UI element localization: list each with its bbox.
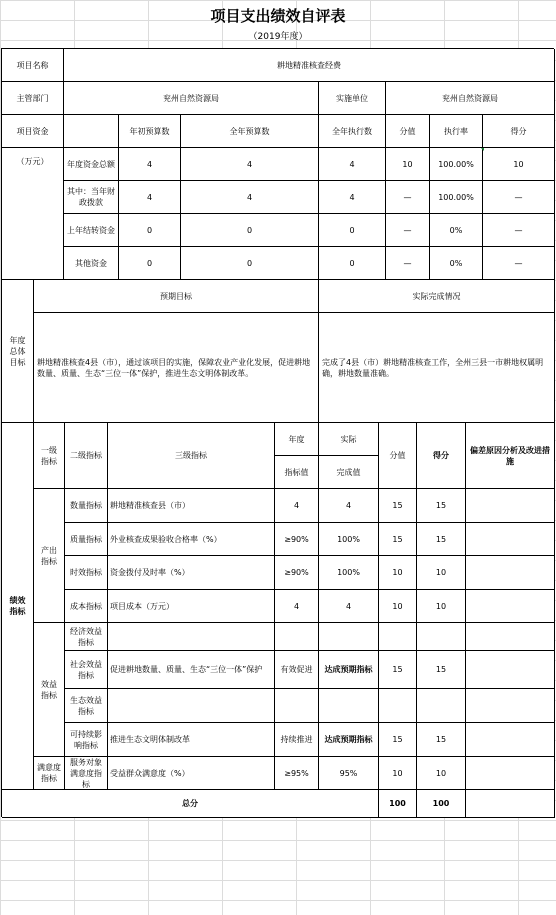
funds-row-label: 年度资金总额 [64, 148, 119, 181]
funds-row-weight: 10 [386, 148, 430, 181]
col-level2: 二级指标 [65, 423, 108, 489]
indicator-analysis [466, 757, 555, 790]
indicator-score [417, 623, 466, 651]
indicator-target: ≥90% [275, 556, 319, 590]
indicator-target: ≥90% [275, 523, 319, 556]
indicator-score: 15 [417, 489, 466, 523]
funds-row-label: 其中：当年财政拨款 [64, 181, 119, 214]
col-score: 得分 [483, 115, 555, 148]
impl-label: 实施单位 [319, 82, 386, 115]
funds-row-weight: — [386, 247, 430, 280]
indicator-target: ≥95% [275, 757, 319, 790]
funds-row-full: 0 [181, 214, 319, 247]
total-label: 总分 [2, 790, 379, 818]
impl-value: 兖州自然资源局 [386, 82, 555, 115]
funds-unit: （万元） [2, 148, 64, 280]
cell-comment-marker [481, 148, 484, 151]
col-analysis: 偏差原因分析及改进措施 [466, 423, 555, 489]
indicator-level3: 促进耕地数量、质量、生态“三位一体”保护 [108, 651, 275, 689]
indicator-actual: 达成预期指标 [319, 651, 379, 689]
funds-row-executed: 0 [319, 247, 386, 280]
project-name-label: 项目名称 [2, 49, 64, 82]
indicator-score: 15 [417, 723, 466, 757]
indicator-level3: 耕地精准核查县（市） [108, 489, 275, 523]
funds-row-weight: — [386, 181, 430, 214]
indicator-weight: 10 [379, 556, 417, 590]
funds-row-label: 上年结转资金 [64, 214, 119, 247]
indicator-analysis [466, 689, 555, 723]
indicator-actual: 4 [319, 590, 379, 623]
col-budget-full: 全年预算数 [181, 115, 319, 148]
indicator-weight: 15 [379, 523, 417, 556]
indicator-level3: 项目成本（万元） [108, 590, 275, 623]
level1-satisfaction: 满意度指标 [34, 757, 65, 790]
indicator-weight [379, 689, 417, 723]
indicator-analysis [466, 489, 555, 523]
funds-row-initial: 0 [119, 247, 181, 280]
indicator-level3: 推进生态文明体制改革 [108, 723, 275, 757]
indicator-actual: 100% [319, 523, 379, 556]
indicator-weight [379, 623, 417, 651]
indicator-target [275, 623, 319, 651]
funds-row-rate: 100.00% [430, 181, 483, 214]
funds-row-full: 4 [181, 181, 319, 214]
indicator-level3: 受益群众满意度（%） [108, 757, 275, 790]
actual-goal-text: 完成了4县（市）耕地精准核查工作，全州三县一市耕地权属明确，耕地数量准确。 [319, 313, 555, 423]
funds-row-full: 4 [181, 148, 319, 181]
funds-row-label: 其他资金 [64, 247, 119, 280]
indicator-level3 [108, 623, 275, 651]
funds-row-rate: 0% [430, 247, 483, 280]
indicator-actual: 95% [319, 757, 379, 790]
indicator-weight: 15 [379, 651, 417, 689]
level1-benefit: 效益指标 [34, 623, 65, 757]
indicator-analysis [466, 623, 555, 651]
indicator-actual [319, 689, 379, 723]
expected-goal-header: 预期目标 [34, 280, 319, 313]
indicator-analysis [466, 590, 555, 623]
indicator-target: 4 [275, 489, 319, 523]
indicator-weight: 10 [379, 590, 417, 623]
indicator-level2: 社会效益指标 [65, 651, 108, 689]
funds-row-executed: 0 [319, 214, 386, 247]
indicator-level2: 数量指标 [65, 489, 108, 523]
indicator-score [417, 689, 466, 723]
indicator-target: 持续推进 [275, 723, 319, 757]
funds-row-full: 0 [181, 247, 319, 280]
dept-label: 主管部门 [2, 82, 64, 115]
total-weight: 100 [379, 790, 417, 818]
project-name-value: 耕地精准核查经费 [64, 49, 555, 82]
indicator-level2: 服务对象满意度指标 [65, 757, 108, 790]
col-budget-initial: 年初预算数 [119, 115, 181, 148]
indicator-target: 4 [275, 590, 319, 623]
indicator-level2: 生态效益指标 [65, 689, 108, 723]
col-executed: 全年执行数 [319, 115, 386, 148]
indicator-actual: 100% [319, 556, 379, 590]
funds-row-weight: — [386, 214, 430, 247]
funds-label: 项目资金 [2, 115, 64, 148]
total-score: 100 [417, 790, 466, 818]
indicator-target: 有效促进 [275, 651, 319, 689]
indicator-score: 15 [417, 651, 466, 689]
indicator-analysis [466, 723, 555, 757]
col-target: 指标值 [275, 456, 319, 489]
col-score: 得分 [417, 423, 466, 489]
indicator-score: 10 [417, 556, 466, 590]
funds-row-executed: 4 [319, 148, 386, 181]
indicator-weight: 15 [379, 489, 417, 523]
funds-blank-header [64, 115, 119, 148]
indicator-target [275, 689, 319, 723]
funds-row-executed: 4 [319, 181, 386, 214]
indicator-actual [319, 623, 379, 651]
expected-goal-text: 耕地精准核查4县（市），通过该项目的实施，保障农业产业化发展，促进耕地数量、质量、生态“三位一体”保护，推进生态文明体制改革。 [34, 313, 319, 423]
col-actual: 完成值 [319, 456, 379, 489]
col-weight: 分值 [379, 423, 417, 489]
indicator-level2: 可持续影响指标 [65, 723, 108, 757]
col-actual-top: 实际 [319, 423, 379, 456]
funds-row-rate: 100.00% [430, 148, 483, 181]
indicator-level2: 成本指标 [65, 590, 108, 623]
indicator-level2: 质量指标 [65, 523, 108, 556]
col-score-weight: 分值 [386, 115, 430, 148]
evaluation-table [1, 48, 554, 817]
level1-output: 产出指标 [34, 489, 65, 623]
indicator-weight: 10 [379, 757, 417, 790]
indicator-level3: 外业核查成果验收合格率（%） [108, 523, 275, 556]
indicator-analysis [466, 523, 555, 556]
indicator-actual: 4 [319, 489, 379, 523]
col-exec-rate: 执行率 [430, 115, 483, 148]
total-analysis [466, 790, 555, 818]
funds-row-rate: 0% [430, 214, 483, 247]
indicator-score: 15 [417, 523, 466, 556]
funds-row-score: — [483, 247, 555, 280]
actual-goal-header: 实际完成情况 [319, 280, 555, 313]
indicator-level2: 时效指标 [65, 556, 108, 590]
indicator-analysis [466, 651, 555, 689]
funds-row-score: — [483, 214, 555, 247]
page-title: 项目支出绩效自评表 [210, 7, 346, 25]
indicator-level3 [108, 689, 275, 723]
funds-row-initial: 4 [119, 181, 181, 214]
indicator-score: 10 [417, 590, 466, 623]
indicator-score: 10 [417, 757, 466, 790]
indicator-level2: 经济效益指标 [65, 623, 108, 651]
col-level1: 一级指标 [34, 423, 65, 489]
funds-row-initial: 4 [119, 148, 181, 181]
funds-row-initial: 0 [119, 214, 181, 247]
funds-row-score: — [483, 181, 555, 214]
goals-label: 年度总体目标 [2, 280, 34, 423]
indicator-actual: 达成预期指标 [319, 723, 379, 757]
report-year: （2019年度） [248, 32, 308, 42]
indicator-level3: 资金拨付及时率（%） [108, 556, 275, 590]
col-level3: 三级指标 [108, 423, 275, 489]
funds-row-score: 10 [483, 148, 555, 181]
indicator-weight: 15 [379, 723, 417, 757]
col-annual: 年度 [275, 423, 319, 456]
indicators-label: 绩效指标 [2, 423, 34, 790]
indicator-analysis [466, 556, 555, 590]
dept-value: 兖州自然资源局 [64, 82, 319, 115]
